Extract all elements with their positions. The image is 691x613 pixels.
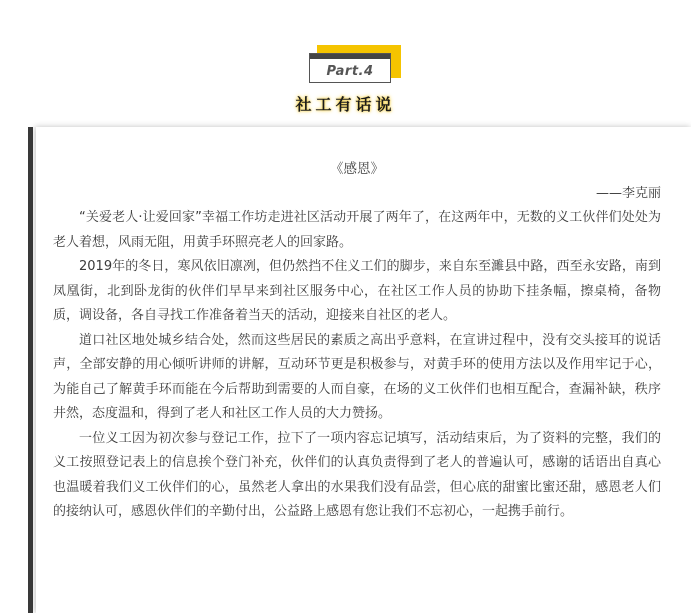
article-paragraph: 道口社区地处城乡结合处，然而这些居民的素质之高出乎意料，在宣讲过程中，没有交头接耳的说话声，全部安静的用心倾听讲师的讲解，互动环节更是积极参与，对黄手环的使用方法以及作用牢记于心，为能自己了解黄手环而能在今后帮助到需要的人而自豪，在场的义工伙伴们也相互配合，查漏补缺，秩序井然，态度温和，得到了老人和社区工作人员的大力赞扬。	[53, 332, 661, 421]
article-paragraph: 2019年的冬日，寒风依旧凛冽，但仍然挡不住义工们的脚步，来自东至濉县中路，西至永安路，南到凤凰街，北到卧龙街的伙伴们早早来到社区服务中心，在社区工作人员的协助下挂条幅，擦桌椅，备物质，调设备，各自寻找工作准备着当天的活动，迎接来自社区的老人。	[53, 259, 661, 323]
badge-frame	[309, 53, 391, 83]
article-paragraph: 一位义工因为初次参与登记工作，拉下了一项内容忘记填写，活动结束后，为了资料的完整，我们的义工按照登记表上的信息挨个登门补充，伙伴们的认真负责得到了老人的普遍认可，感谢的话语出自真心也温暖着我们义工伙伴们的心，虽然老人拿出的水果我们没有品尝，但心底的甜蜜比蜜还甜，感恩老人们的接纳认可，感恩伙伴们的辛勤付出，公益路上感恩有您让我们不忘初心，一起携手前行。	[53, 430, 661, 519]
part-badge	[309, 45, 401, 87]
section-title: 社工有话说	[295, 95, 396, 114]
article-title: 《感恩》	[330, 161, 384, 177]
card-left-bar	[28, 127, 33, 613]
article-content	[53, 157, 661, 525]
badge-top-bar	[310, 54, 390, 59]
part-label: Part.4	[326, 64, 374, 79]
article-paragraph: “关爱老人·让爱回家”幸福工作坊走进社区活动开展了两年了，在这两年中，无数的义工伙伴们处处为老人着想，风雨无阻，用黄手环照亮老人的回家路。	[53, 210, 661, 250]
article-author: ——李克丽	[595, 185, 661, 201]
